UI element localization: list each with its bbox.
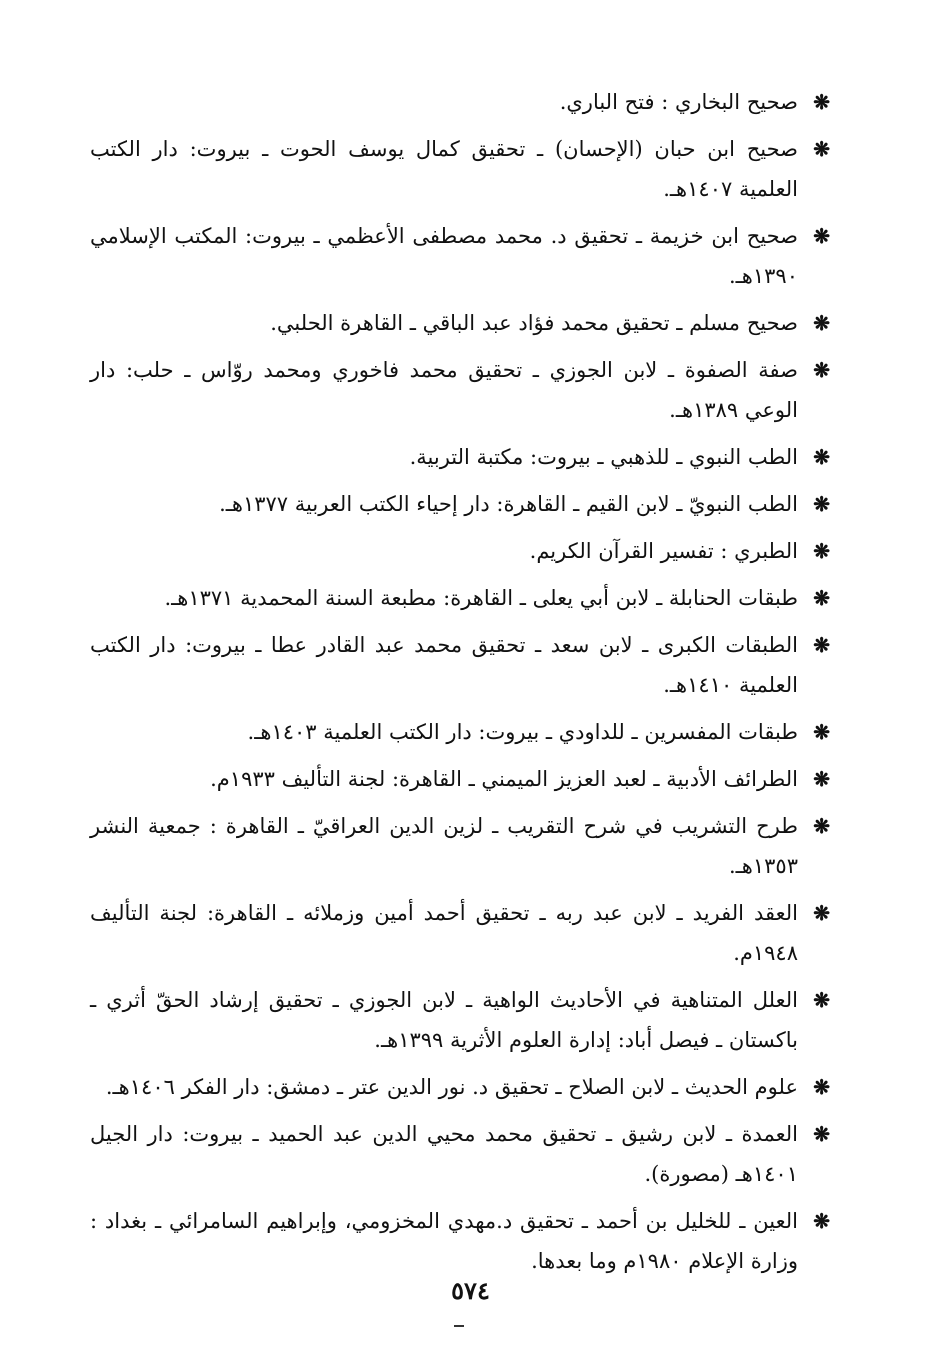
asterisk-bullet-icon: ❋: [813, 633, 830, 657]
bibliography-entry: [90, 303, 830, 343]
entry-text: طرح التشريب في شرح التقريب ـ لزين الدين العراقيّ ـ القاهرة : جمعية النشر ١٣٥٣هـ.: [90, 814, 798, 878]
asterisk-bullet-icon: ❋: [813, 539, 830, 563]
asterisk-bullet-icon: ❋: [813, 767, 830, 791]
entry-text: صحيح البخاري : فتح الباري.: [559, 90, 798, 114]
bibliography-entry: [90, 82, 830, 122]
bibliography-entry: [90, 578, 830, 618]
entry-text: طبقات المفسرين ـ للداودي ـ بيروت: دار الكتب العلمية ١٤٠٣هـ.: [247, 720, 798, 744]
bibliography-entry: [90, 712, 830, 752]
entry-text: علوم الحديث ـ لابن الصلاح ـ تحقيق د. نور الدين عتر ـ دمشق: دار الفكر ١٤٠٦هـ.: [105, 1075, 798, 1099]
entry-text: صفة الصفوة ـ لابن الجوزي ـ تحقيق محمد فاخوري ومحمد روّاس ـ حلب: دار الوعي ١٣٨٩هـ.: [90, 358, 798, 422]
entry-text: العمدة ـ لابن رشيق ـ تحقيق محمد محيي الدين عبد الحميد ـ بيروت: دار الجيل ١٤٠١هـ (مصورة).: [90, 1122, 798, 1186]
asterisk-bullet-icon: ❋: [813, 1075, 830, 1099]
bibliography-entry: [90, 980, 830, 1060]
asterisk-bullet-icon: ❋: [813, 137, 830, 161]
asterisk-bullet-icon: ❋: [813, 90, 830, 114]
bibliography-entry: [90, 484, 830, 524]
entry-text: العلل المتناهية في الأحاديث الواهية ـ لابن الجوزي ـ تحقيق إرشاد الحقّ أثري ـ باكستان ـ فيصل أباد: إدارة العلوم الأثرية ١٣٩٩هـ.: [90, 988, 798, 1052]
asterisk-bullet-icon: ❋: [813, 586, 830, 610]
asterisk-bullet-icon: ❋: [813, 445, 830, 469]
asterisk-bullet-icon: ❋: [813, 492, 830, 516]
bibliography-entry: [90, 625, 830, 705]
asterisk-bullet-icon: ❋: [813, 224, 830, 248]
bibliography-entry: [90, 437, 830, 477]
entry-text: الطب النبويّ ـ لابن القيم ـ القاهرة: دار إحياء الكتب العربية ١٣٧٧هـ.: [219, 492, 798, 516]
entry-text: صحيح ابن خزيمة ـ تحقيق د. محمد مصطفى الأعظمي ـ بيروت: المكتب الإسلامي ١٣٩٠هـ.: [90, 224, 798, 288]
bibliography-entry: [90, 350, 830, 430]
bibliography-entry: [90, 1067, 830, 1107]
entry-text: الطبري : تفسير القرآن الكريم.: [529, 539, 798, 563]
entry-text: الطبقات الكبرى ـ لابن سعد ـ تحقيق محمد عبد القادر عطا ـ بيروت: دار الكتب العلمية ١٤١٠هـ.: [90, 633, 798, 697]
bibliography-entry: [90, 893, 830, 973]
entry-text: الطب النبوي ـ للذهبي ـ بيروت: مكتبة التربية.: [409, 445, 798, 469]
asterisk-bullet-icon: ❋: [813, 1122, 830, 1146]
bibliography-entry: [90, 1114, 830, 1194]
footer-mark: [454, 1325, 464, 1327]
entry-text: العقد الفريد ـ لابن عبد ربه ـ تحقيق أحمد أمين وزملائه ـ القاهرة: لجنة التأليف ١٩٤٨م.: [90, 901, 798, 965]
asterisk-bullet-icon: ❋: [813, 988, 830, 1012]
bibliography-entry: [90, 759, 830, 799]
bibliography-entry: [90, 806, 830, 886]
asterisk-bullet-icon: ❋: [813, 814, 830, 838]
entry-text: صحيح مسلم ـ تحقيق محمد فؤاد عبد الباقي ـ القاهرة الحلبي.: [270, 311, 798, 335]
asterisk-bullet-icon: ❋: [813, 311, 830, 335]
entry-text: صحيح ابن حبان (الإحسان) ـ تحقيق كمال يوسف الحوت ـ بيروت: دار الكتب العلمية ١٤٠٧هـ.: [90, 137, 798, 201]
entry-text: الطرائف الأدبية ـ لعبد العزيز الميمني ـ القاهرة: لجنة التأليف ١٩٣٣م.: [210, 767, 798, 791]
bibliography-entry: [90, 1201, 830, 1281]
asterisk-bullet-icon: ❋: [813, 1209, 830, 1233]
asterisk-bullet-icon: ❋: [813, 720, 830, 744]
entry-text: العين ـ للخليل بن أحمد ـ تحقيق د.مهدي المخزومي، وإبراهيم السامرائي ـ بغداد : وزارة الإعلام ١٩٨٠م وما بعدها.: [90, 1209, 798, 1273]
bibliography-entry: [90, 216, 830, 296]
entry-text: طبقات الحنابلة ـ لابن أبي يعلى ـ القاهرة: مطبعة السنة المحمدية ١٣٧١هـ.: [164, 586, 798, 610]
page-number: ٥٧٤: [451, 1276, 490, 1305]
bibliography-entry: [90, 129, 830, 209]
bibliography-entry: [90, 531, 830, 571]
bibliography-list: [90, 82, 830, 1288]
asterisk-bullet-icon: ❋: [813, 901, 830, 925]
asterisk-bullet-icon: ❋: [813, 358, 830, 382]
